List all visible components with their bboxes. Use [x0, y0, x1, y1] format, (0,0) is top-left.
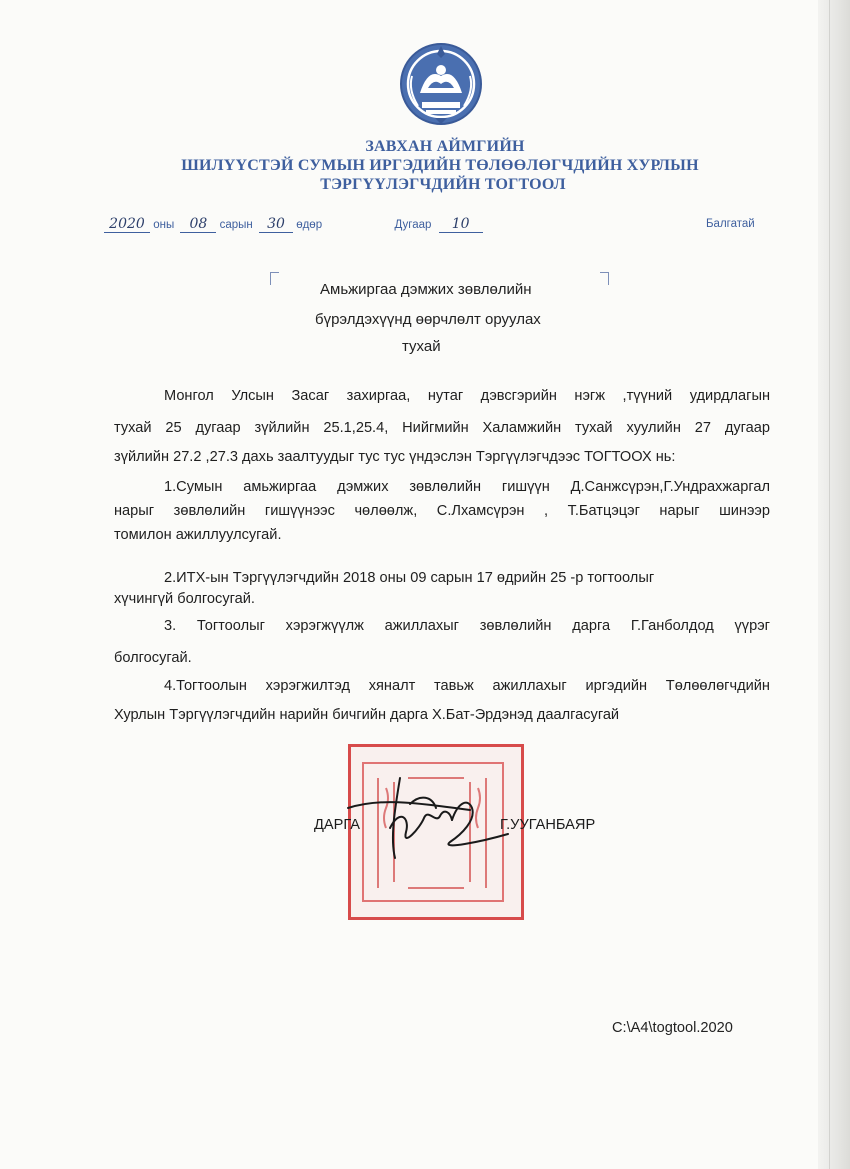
title-corner-left [270, 272, 279, 285]
title-line-3: тухай [402, 338, 441, 355]
year-label: оны [153, 219, 175, 231]
item4-line-2: Хурлын Тэргүүлэгчдийн нарийн бичгийн дарга Х.Бат-Эрдэнэд даалгасугай [114, 707, 620, 723]
day-value: 30 [259, 216, 293, 233]
title-line-1: Амьжиргаа дэмжих зөвлөлийн [320, 281, 532, 298]
number-value: 10 [439, 216, 483, 233]
item4-line-1: 4.Тогтоолын хэрэгжилтэд хяналт тавьж ажиллахыг иргэдийн Төлөөлөгчдийн [164, 678, 770, 694]
day-label: өдөр [296, 219, 323, 231]
item1-line-1: 1.Сумын амьжиргаа дэмжих зөвлөлийн гишүүн Д.Санжсүрэн,Г.Ундрахжаргал [164, 479, 770, 495]
header-line-council: ШИЛҮҮСТЭЙ СУМЫН ИРГЭДИЙН ТӨЛӨӨЛӨГЧДИЙН ХУРЛЫН [181, 157, 699, 174]
year-value: 2020 [104, 216, 150, 233]
header-line-resolution: ТЭРГҮҮЛЭГЧДИЙН ТОГТООЛ [320, 176, 566, 193]
state-emblem-icon [398, 38, 484, 130]
intro-line-3: зүйлийн 27.2 ,27.3 дахь заалтуудыг тус тус үндэслэн Тэргүүлэгчдээс ТОГТООХ нь: [114, 449, 676, 465]
item1-line-3: томилон ажиллуулсугай. [114, 527, 282, 543]
item2-line-1: 2.ИТХ-ын Тэргүүлэгчдийн 2018 оны 09 сарын 17 өдрийн 25 -р тогтоолыг [164, 570, 655, 586]
title-corner-right [600, 272, 609, 285]
item1-line-2: нарыг зөвлөлийн гишүүнээс чөлөөлж, С.Лхамсүрэн , Т.Батцэцэг нарыг шинээр [114, 503, 770, 519]
handwritten-signature [340, 768, 510, 868]
signatory-title: ДАРГА [314, 817, 361, 833]
number-label: Дугаар [394, 219, 432, 231]
month-value: 08 [180, 216, 216, 233]
place-name: Балгатай [706, 218, 755, 230]
item2-line-2: хүчингүй болгосугай. [114, 591, 255, 607]
month-label: сарын [219, 219, 253, 231]
date-line [104, 216, 483, 233]
item3-line-1: 3. Тогтоолыг хэрэгжүүлж ажиллахыг зөвлөлийн дарга Г.Ганболдод үүрэг [164, 618, 770, 634]
item3-line-2: болгосугай. [114, 650, 192, 666]
signatory-name: Г.УУГАНБАЯР [500, 817, 596, 833]
title-line-2: бүрэлдэхүүнд өөрчлөлт оруулах [315, 311, 541, 328]
intro-line-2: тухай 25 дугаар зүйлийн 25.1,25.4, Нийгмийн Халамжийн тухай хуулийн 27 дугаар [114, 420, 770, 436]
intro-line-1: Монгол Улсын Засаг захиргаа, нутаг дэвсгэрийн нэгж ,түүний удирдлагын [164, 388, 770, 404]
file-path: C:\A4\togtool.2020 [612, 1020, 733, 1036]
header-line-aimag: ЗАВХАН АЙМГИЙН [365, 138, 525, 155]
